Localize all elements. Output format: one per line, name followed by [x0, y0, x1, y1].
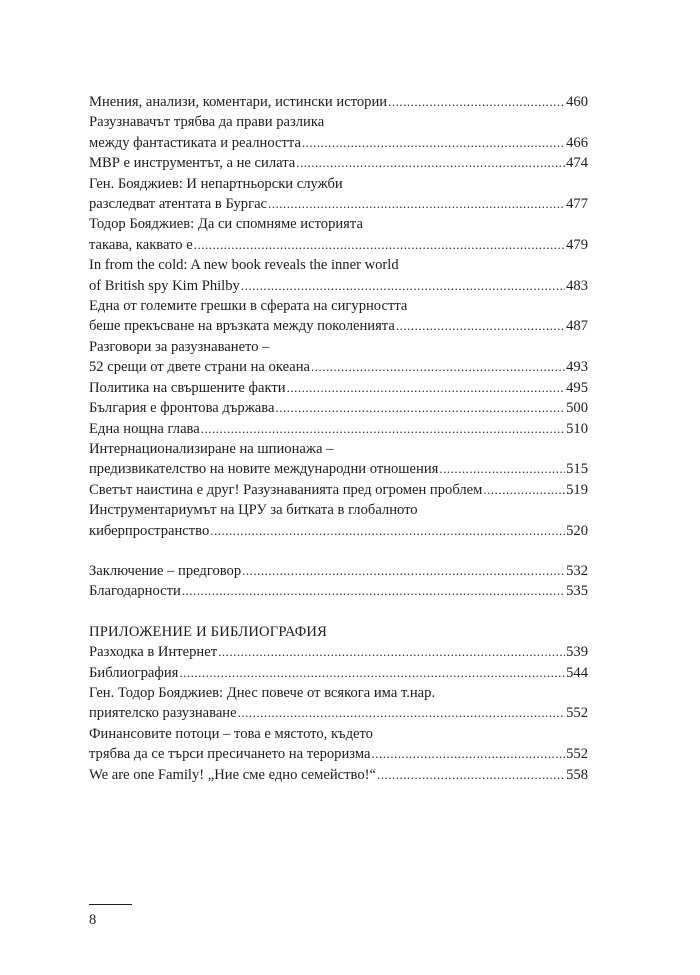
toc-entry [89, 419, 588, 439]
toc-entry-line [89, 581, 588, 601]
toc-page-number: 552 [566, 705, 588, 722]
toc-entry [89, 255, 588, 296]
dot-leader [287, 378, 566, 398]
toc-page-number: 487 [566, 318, 588, 335]
toc-entry [89, 337, 588, 378]
toc-entry-line [89, 765, 588, 785]
toc-entry [89, 92, 588, 112]
toc-entry-title: предизвикателство на новите международни отношения [89, 461, 439, 478]
toc-entry-line [89, 276, 588, 296]
toc-entry-line [89, 419, 588, 439]
toc-entry-title: разследват атентата в Бургас [89, 196, 268, 213]
toc-entry-line [89, 112, 588, 132]
toc-entry-title: Инструментариумът на ЦРУ за битката в глобалното [89, 502, 418, 519]
dot-leader [388, 92, 565, 112]
toc-entry-line [89, 357, 588, 377]
toc-entry-line [89, 296, 588, 316]
toc-entry-line [89, 398, 588, 418]
toc-entry [89, 153, 588, 173]
toc-entry-title: Благодарности [89, 583, 181, 600]
toc-entry-title: такава, каквато е [89, 236, 193, 253]
toc-entry [89, 174, 588, 215]
toc-page-number: 477 [566, 196, 588, 213]
toc-entry-title: между фантастиката и реалността [89, 134, 301, 151]
dot-leader [311, 357, 565, 377]
toc-entry-line [89, 642, 588, 662]
spacer [89, 602, 588, 622]
footer-rule [89, 904, 132, 905]
toc-entry [89, 683, 588, 724]
toc-entry-title: Една нощна глава [89, 420, 200, 437]
toc-entry-line [89, 439, 588, 459]
toc-entry-title: беше прекъсване на връзката между поколенията [89, 318, 395, 335]
dot-leader [194, 235, 565, 255]
dot-leader [377, 765, 565, 785]
toc-entry-line [89, 235, 588, 255]
toc-group-closing [89, 561, 588, 602]
toc-entry-title: Разузнавачът трябва да прави разлика [89, 114, 325, 131]
toc-entry-title: Разговори за разузнаването – [89, 338, 270, 355]
toc-entry [89, 296, 588, 337]
toc-entry-line [89, 194, 588, 214]
dot-leader [182, 581, 565, 601]
toc-entry-title: Мнения, анализи, коментари, истински истории [89, 94, 388, 110]
toc-page-number: 520 [566, 522, 588, 539]
toc-entry-line [89, 663, 588, 683]
toc-entry-title: МВР е инструментът, а не силата [89, 155, 296, 172]
toc-entry [89, 480, 588, 500]
toc-entry-line [89, 521, 588, 541]
toc-entry-title: Ген. Тодор Бояджиев: Днес повече от всякога има т.нар. [89, 684, 436, 701]
toc-entry-title: Политика на свършените факти [89, 379, 286, 396]
dot-leader [268, 194, 565, 214]
toc-entry-title: Библиография [89, 664, 179, 681]
toc-entry-line [89, 683, 588, 703]
dot-leader [439, 459, 565, 479]
toc-entry [89, 581, 588, 601]
toc-page-number: 493 [566, 359, 588, 376]
dot-leader [302, 133, 565, 153]
dot-leader [241, 276, 565, 296]
toc-entry-title: 52 срещи от двете страни на океана [89, 359, 310, 376]
toc-page-number: 519 [566, 481, 588, 498]
toc-page-number: 483 [566, 277, 588, 294]
toc-entry-title: In from the cold: A new book reveals the inner world [89, 257, 399, 274]
toc-page-number: 479 [566, 236, 588, 253]
page-number: 8 [89, 912, 97, 928]
toc-entry-title: Интернационализиране на шпионажа – [89, 440, 334, 457]
toc-entry-title: Заключение – предговор [89, 562, 242, 579]
dot-leader [483, 480, 565, 500]
toc-page-number: 500 [566, 400, 588, 417]
toc-page-number: 535 [566, 583, 588, 600]
toc-entry-title: Ген. Бояджиев: И непартньорски служби [89, 175, 343, 192]
toc-entry-title: Тодор Бояджиев: Да си спомняме историята [89, 216, 363, 233]
toc-page-number: 466 [566, 134, 588, 151]
toc-entry [89, 765, 588, 785]
dot-leader [296, 153, 565, 173]
toc-entry-line [89, 459, 588, 479]
toc-entry-line [89, 174, 588, 194]
toc-page-number: 510 [566, 420, 588, 437]
toc-entry [89, 663, 588, 683]
toc-entry-line [89, 744, 588, 764]
toc-page-number: 539 [566, 644, 588, 661]
toc-group-chapters [89, 92, 588, 541]
toc-entry-line [89, 316, 588, 336]
toc-entry-line [89, 561, 588, 581]
toc-entry-title: приятелско разузнаване [89, 705, 237, 722]
toc-page-number: 558 [566, 766, 588, 783]
toc-entry-title: Финансовите потоци – това е мястото, където [89, 725, 373, 742]
toc-entry-title: Разходка в Интернет [89, 644, 218, 661]
toc-entry [89, 378, 588, 398]
dot-leader [201, 419, 565, 439]
toc-entry-line [89, 500, 588, 520]
appendix-heading: ПРИЛОЖЕНИЕ И БИБЛИОГРАФИЯ [89, 623, 328, 640]
table-of-contents [89, 92, 588, 785]
toc-entry-title: България е фронтова държава [89, 400, 275, 417]
toc-entry-title: We are one Family! „Ние сме едно семейство!“ [89, 766, 376, 783]
toc-page-number: 544 [566, 664, 588, 681]
toc-page-number: 515 [566, 461, 588, 478]
toc-entry-line [89, 133, 588, 153]
toc-entry-title: киберпространство [89, 522, 210, 539]
toc-page-number: 552 [566, 746, 588, 763]
dot-leader [210, 521, 565, 541]
toc-entry-title: трябва да се търси пресичането на тероризма [89, 746, 371, 763]
dot-leader [218, 642, 565, 662]
dot-leader [396, 316, 565, 336]
dot-leader [275, 398, 565, 418]
toc-entry [89, 724, 588, 765]
toc-page-number: 532 [566, 562, 588, 579]
toc-entry-title: Светът наистина е друг! Разузнаванията пред огромен проблем [89, 481, 483, 498]
toc-entry-line [89, 724, 588, 744]
dot-leader [242, 561, 565, 581]
toc-entry-line [89, 214, 588, 234]
dot-leader [179, 663, 565, 683]
toc-entry-line [89, 153, 588, 173]
toc-entry-title: Една от големите грешки в сферата на сигурността [89, 298, 408, 315]
toc-entry-title: of British spy Kim Philby [89, 277, 240, 294]
toc-page-number: 495 [566, 379, 588, 396]
toc-entry-line [89, 480, 588, 500]
toc-page-number: 460 [566, 94, 588, 110]
toc-entry [89, 398, 588, 418]
toc-entry-line [89, 703, 588, 723]
toc-page-number: 474 [566, 155, 588, 172]
dot-leader [371, 744, 565, 764]
toc-entry-line [89, 337, 588, 357]
toc-entry-line [89, 378, 588, 398]
toc-entry [89, 112, 588, 153]
toc-entry [89, 500, 588, 541]
toc-entry [89, 642, 588, 662]
spacer [89, 541, 588, 561]
toc-entry-line [89, 92, 588, 112]
toc-entry [89, 561, 588, 581]
toc-entry-line [89, 255, 588, 275]
toc-group-appendix [89, 642, 588, 785]
toc-entry [89, 439, 588, 480]
toc-entry [89, 214, 588, 255]
dot-leader [238, 703, 566, 723]
